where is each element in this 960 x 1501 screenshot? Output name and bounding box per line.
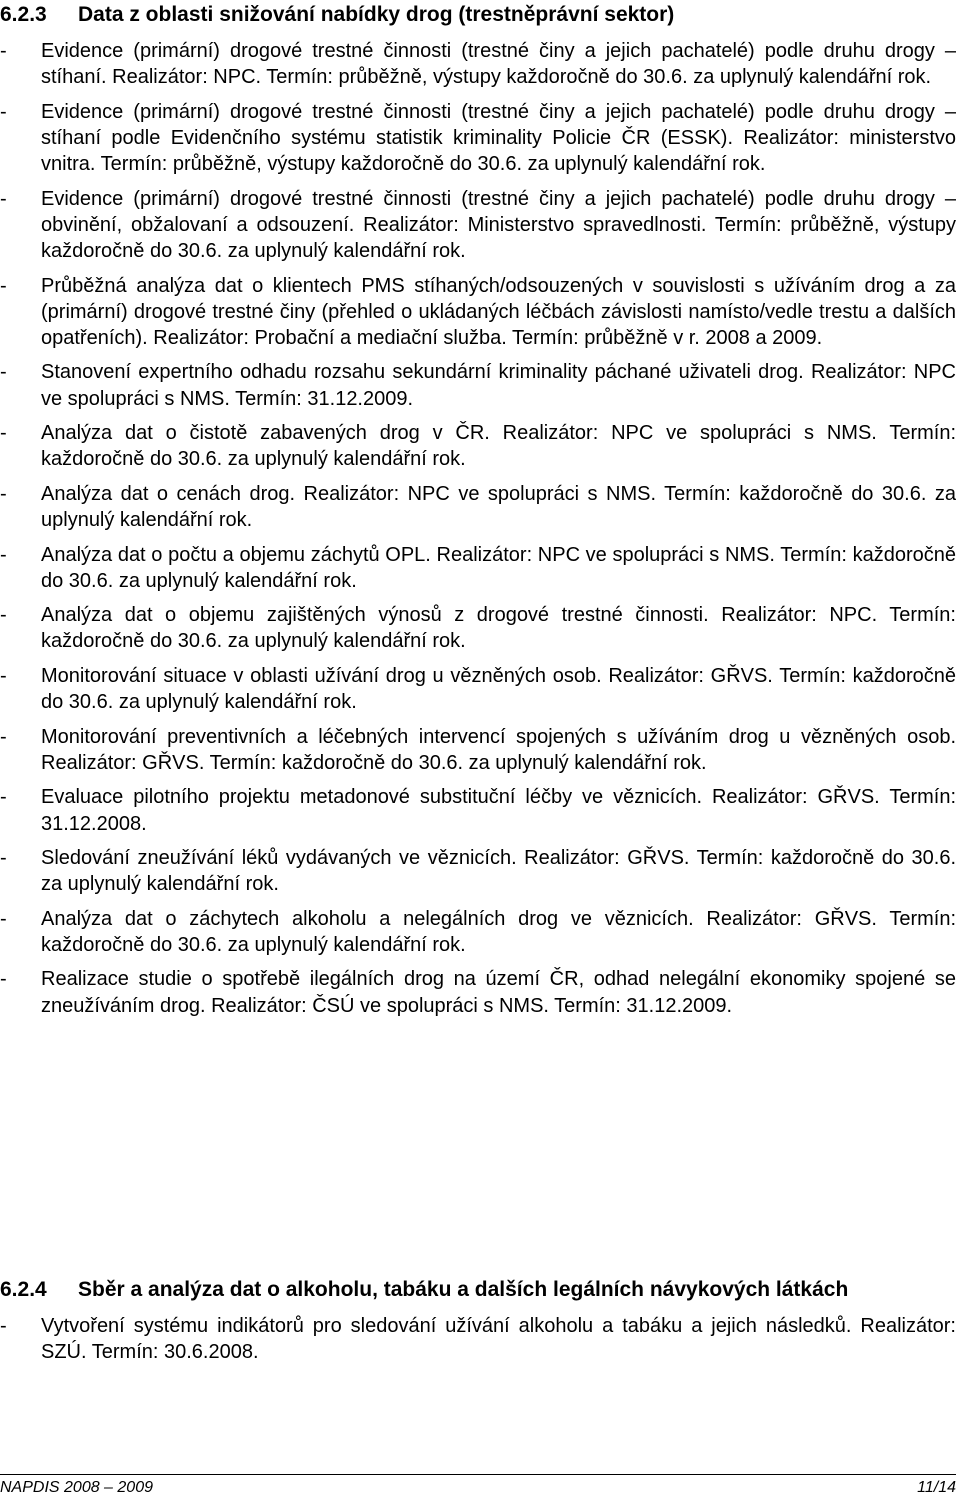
footer-page-number: 11/14 bbox=[917, 1479, 956, 1496]
list-item bbox=[0, 1313, 956, 1365]
list-item bbox=[0, 784, 956, 836]
list-item bbox=[0, 273, 956, 352]
list-item bbox=[0, 99, 956, 178]
section-heading-6-2-4 bbox=[0, 1277, 956, 1303]
list-item-text: Vytvoření systému indikátorů pro sledování užívání alkoholu a tabáku a jejich následků. Realizátor: SZÚ. Termín: 30.6.2008. bbox=[41, 1315, 956, 1364]
list-item-text: Analýza dat o záchytech alkoholu a nelegálních drog ve věznicích. Realizátor: GŘVS. Termín: každoročně do 30.6. za uplynulý kalendářní rok. bbox=[41, 907, 956, 956]
list-item-text: Analýza dat o čistotě zabavených drog v ČR. Realizátor: NPC ve spolupráci s NMS. Termín: každoročně do 30.6. za uplynulý kalendářní rok. bbox=[41, 422, 956, 471]
list-item-text: Evidence (primární) drogové trestné činnosti (trestné činy a jejich pachatelé) podle druhu drogy – obvinění, obžalovaní a odsouzení. Realizátor: Ministerstvo spravedlnosti. Termín: průběžně, výstupy každoročně do 30.6. za uplynulý kalendářní rok. bbox=[41, 187, 956, 263]
list-item-text: Evidence (primární) drogové trestné činnosti (trestné činy a jejich pachatelé) podle druhu drogy – stíhaní podle Evidenčního systému statistik kriminality Policie ČR (ESSK). Realizátor: ministerstvo vnitra. Termín: průběžně, výstupy každoročně do 30.6. za uplynulý kalendářní rok. bbox=[41, 100, 956, 176]
list-item bbox=[0, 359, 956, 411]
list-item-text: Analýza dat o cenách drog. Realizátor: NPC ve spolupráci s NMS. Termín: každoročně do 30.6. za uplynulý kalendářní rok. bbox=[41, 482, 956, 532]
bullet-dash: - bbox=[0, 664, 7, 687]
list-item-text: Sledování zneužívání léků vydávaných ve věznicích. Realizátor: GŘVS. Termín: každoročně do 30.6. za uplynulý kalendářní rok. bbox=[41, 847, 956, 896]
list-item bbox=[0, 481, 956, 533]
footer-document-name: NAPDIS 2008 – 2009 bbox=[0, 1479, 153, 1496]
list-item-text: Realizace studie o spotřebě ilegálních drog na území ČR, odhad nelegální ekonomiky spojené se zneužíváním drog. Realizátor: ČSÚ ve spolupráci s NMS. Termín: 31.12.2009. bbox=[41, 968, 956, 1017]
list-item bbox=[0, 724, 956, 776]
bullet-dash: - bbox=[0, 187, 7, 210]
bullet-dash: - bbox=[0, 968, 7, 991]
list-item-text: Analýza dat o počtu a objemu záchytů OPL. Realizátor: NPC ve spolupráci s NMS. Termín: každoročně do 30.6. za uplynulý kalendářní rok. bbox=[41, 543, 956, 592]
section-number: 6.2.4 bbox=[0, 1278, 47, 1301]
list-item-text: Stanovení expertního odhadu rozsahu sekundární kriminality páchané uživateli drog. Realizátor: NPC ve spolupráci s NMS. Termín: 31.12.2009. bbox=[41, 361, 956, 410]
list-item-text: Evaluace pilotního projektu metadonové substituční léčby ve věznicích. Realizátor: GŘVS. Termín: 31.12.2008. bbox=[41, 786, 956, 835]
list-item bbox=[0, 966, 956, 1018]
section-title: Data z oblasti snižování nabídky drog (trestněprávní sektor) bbox=[78, 3, 675, 26]
page-footer bbox=[0, 1474, 956, 1498]
section-title: Sběr a analýza dat o alkoholu, tabáku a dalších legálních návykových látkách bbox=[78, 1278, 849, 1301]
bullet-dash: - bbox=[0, 274, 7, 297]
list-item-text: Průběžná analýza dat o klientech PMS stíhaných/odsouzených v souvislosti s užíváním drog a za (primární) drogové trestné činy (přehled o ukládaných léčbách závislosti namísto/vedle trestu a dalších opatřeních). Realizátor: Probační a mediační služba. Termín: průběžně v r. 2008 a 2009. bbox=[41, 274, 956, 349]
section-6-2-3-list bbox=[0, 38, 956, 1027]
list-item bbox=[0, 602, 956, 654]
list-item bbox=[0, 38, 956, 90]
bullet-dash: - bbox=[0, 422, 7, 445]
section-6-2-4-list bbox=[0, 1313, 956, 1365]
section-heading-6-2-3 bbox=[0, 2, 956, 28]
bullet-dash: - bbox=[0, 725, 7, 748]
bullet-dash: - bbox=[0, 543, 7, 566]
bullet-dash: - bbox=[0, 361, 7, 384]
list-item-text: Monitorování preventivních a léčebných intervencí spojených s užíváním drog u vězněných osob. Realizátor: GŘVS. Termín: každoročně do 30.6. za uplynulý kalendářní rok. bbox=[41, 725, 956, 774]
bullet-dash: - bbox=[0, 1315, 7, 1337]
bullet-dash: - bbox=[0, 40, 7, 62]
list-item-text: Analýza dat o objemu zajištěných výnosů z drogové trestné činnosti. Realizátor: NPC. Termín: každoročně do 30.6. za uplynulý kalendářní rok. bbox=[41, 604, 956, 653]
bullet-dash: - bbox=[0, 786, 7, 809]
list-item bbox=[0, 906, 956, 958]
list-item bbox=[0, 542, 956, 594]
bullet-dash: - bbox=[0, 482, 7, 505]
bullet-dash: - bbox=[0, 100, 7, 123]
list-item bbox=[0, 663, 956, 715]
list-item bbox=[0, 845, 956, 897]
bullet-dash: - bbox=[0, 907, 7, 930]
list-item-text: Monitorování situace v oblasti užívání drog u vězněných osob. Realizátor: GŘVS. Termín: každoročně do 30.6. za uplynulý kalendářní rok. bbox=[41, 664, 956, 714]
list-item-text: Evidence (primární) drogové trestné činnosti (trestné činy a jejich pachatelé) podle druhu drogy – stíhaní. Realizátor: NPC. Termín: průběžně, výstupy každoročně do 30.6. za uplynulý kalendářní rok. bbox=[41, 40, 956, 89]
section-number: 6.2.3 bbox=[0, 3, 47, 26]
bullet-dash: - bbox=[0, 604, 7, 627]
list-item bbox=[0, 420, 956, 472]
list-item bbox=[0, 186, 956, 265]
bullet-dash: - bbox=[0, 847, 7, 870]
